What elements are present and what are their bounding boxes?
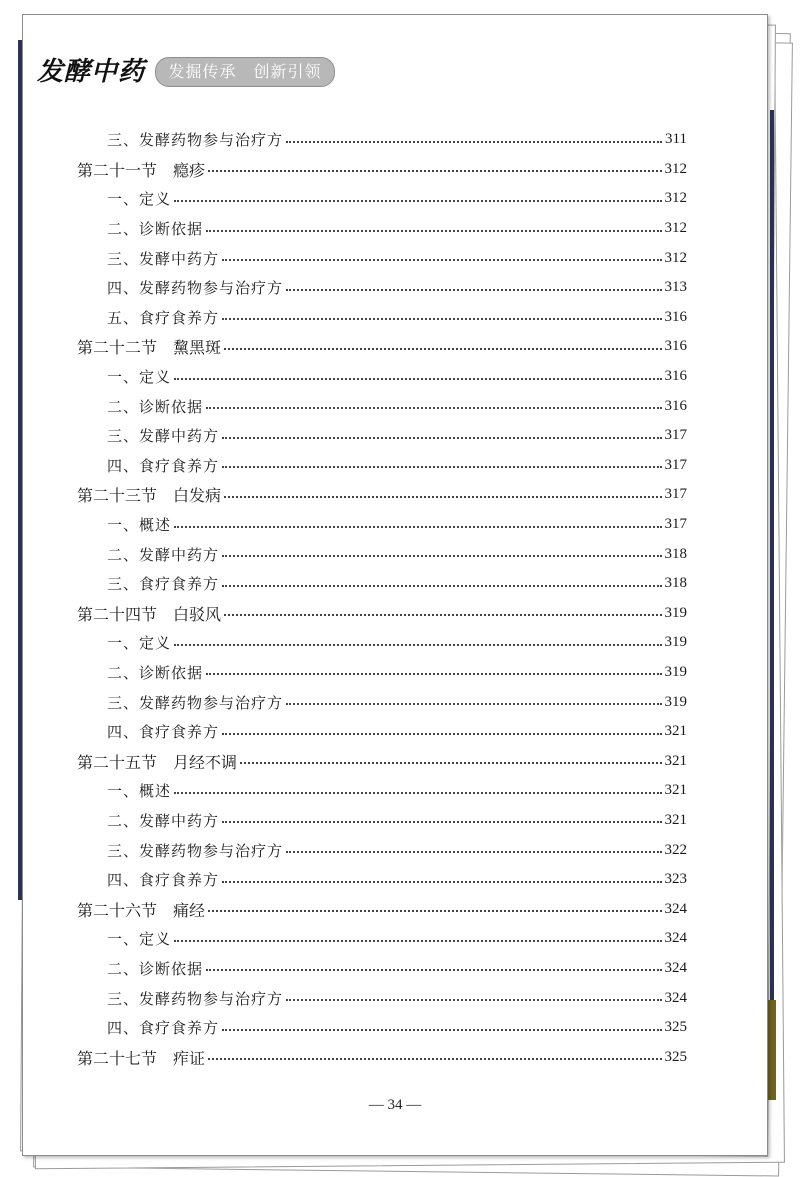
toc-page-number: 311 xyxy=(665,131,687,148)
toc-item-row xyxy=(77,214,687,244)
toc-item-row xyxy=(77,362,687,392)
dot-leader xyxy=(222,466,661,468)
section-title: 白驳风 xyxy=(173,604,222,624)
section-number: 第二十六节 xyxy=(77,900,158,920)
toc-item-title: 三、发酵药物参与治疗方 xyxy=(107,693,284,712)
toc-page-number: 319 xyxy=(664,663,687,680)
toc-page-number: 316 xyxy=(664,368,687,385)
dot-leader xyxy=(222,585,661,587)
toc-section-title xyxy=(77,898,205,921)
toc-item-row xyxy=(77,451,687,481)
toc-section-title xyxy=(77,750,237,773)
section-title: 月经不调 xyxy=(173,752,238,772)
toc-page-number: 323 xyxy=(664,871,687,888)
toc-page-number: 319 xyxy=(664,693,687,710)
book-edge xyxy=(770,110,774,1090)
toc-page-number: 317 xyxy=(664,486,687,503)
toc-item-title: 一、定义 xyxy=(107,930,172,949)
toc-item-row xyxy=(77,806,687,836)
toc-page-number: 316 xyxy=(664,308,687,325)
toc-item-title: 一、定义 xyxy=(107,190,172,209)
toc-page-number: 316 xyxy=(664,397,687,414)
toc-item-row xyxy=(77,510,687,540)
toc-item-title: 二、诊断依据 xyxy=(107,663,204,682)
toc-item-row xyxy=(77,628,687,658)
toc-item-title: 二、发酵中药方 xyxy=(107,545,220,564)
toc-item-title: 三、发酵药物参与治疗方 xyxy=(107,131,284,150)
toc-page-number: 321 xyxy=(664,782,687,799)
toc-item-title: 三、食疗食养方 xyxy=(107,575,220,594)
toc-section-title xyxy=(77,335,221,358)
dot-leader xyxy=(286,851,661,853)
toc-page-number: 312 xyxy=(664,190,687,207)
toc-item-title: 一、定义 xyxy=(107,634,172,653)
toc-item-title: 二、诊断依据 xyxy=(107,220,204,239)
toc-item-title: 二、诊断依据 xyxy=(107,959,204,978)
toc-item-row xyxy=(77,954,687,984)
toc-page-number: 324 xyxy=(664,900,687,917)
table-of-contents xyxy=(77,125,687,1072)
section-title: 痄证 xyxy=(173,1048,206,1068)
toc-item-title: 三、发酵中药方 xyxy=(107,249,220,268)
toc-section-title xyxy=(77,158,205,181)
dot-leader xyxy=(224,496,661,498)
toc-item-title: 四、食疗食养方 xyxy=(107,871,220,890)
dot-leader xyxy=(222,821,661,823)
toc-page-number: 324 xyxy=(664,930,687,947)
toc-page-number: 325 xyxy=(664,1019,687,1036)
toc-page-number: 324 xyxy=(664,989,687,1006)
section-title: 痛经 xyxy=(173,900,206,920)
toc-item-title: 四、食疗食养方 xyxy=(107,723,220,742)
toc-item-title: 二、发酵中药方 xyxy=(107,811,220,830)
toc-item-row xyxy=(77,865,687,895)
toc-item-title: 五、食疗食养方 xyxy=(107,308,220,327)
toc-section-row xyxy=(77,155,687,185)
dot-leader xyxy=(206,969,661,971)
toc-item-row xyxy=(77,539,687,569)
toc-page-number: 324 xyxy=(664,959,687,976)
dot-leader xyxy=(208,910,661,912)
toc-section-row xyxy=(77,746,687,776)
toc-section-row xyxy=(77,1042,687,1072)
toc-page-number: 317 xyxy=(664,516,687,533)
toc-page-number: 316 xyxy=(664,338,687,355)
toc-item-title: 四、发酵药物参与治疗方 xyxy=(107,279,284,298)
section-number: 第二十一节 xyxy=(77,160,158,180)
dot-leader xyxy=(222,437,661,439)
dot-leader xyxy=(174,526,661,528)
dot-leader xyxy=(174,940,661,942)
toc-item-title: 四、食疗食养方 xyxy=(107,456,220,475)
toc-section-row xyxy=(77,894,687,924)
section-number: 第二十七节 xyxy=(77,1048,158,1068)
toc-item-row xyxy=(77,717,687,747)
toc-item-title: 一、定义 xyxy=(107,368,172,387)
section-number: 第二十五节 xyxy=(77,752,158,772)
toc-item-row xyxy=(77,687,687,717)
dot-leader xyxy=(222,259,661,261)
dot-leader xyxy=(222,318,661,320)
toc-page-number: 313 xyxy=(664,279,687,296)
toc-section-row xyxy=(77,332,687,362)
dot-leader xyxy=(222,1029,661,1031)
section-title: 黧黑斑 xyxy=(173,338,222,358)
toc-page-number: 321 xyxy=(664,723,687,740)
toc-section-title xyxy=(77,602,221,625)
toc-page-number: 321 xyxy=(664,752,687,769)
dot-leader xyxy=(286,141,662,143)
toc-item-title: 一、概述 xyxy=(107,782,172,801)
dot-leader xyxy=(224,348,661,350)
dot-leader xyxy=(224,614,661,616)
dot-leader xyxy=(286,703,661,705)
toc-page-number: 318 xyxy=(664,575,687,592)
dot-leader xyxy=(206,230,661,232)
dot-leader xyxy=(208,1058,661,1060)
toc-page-number: 317 xyxy=(664,456,687,473)
dot-leader xyxy=(222,733,661,735)
toc-item-row xyxy=(77,658,687,688)
toc-item-row xyxy=(77,1013,687,1043)
book-logo: 发酵中药 xyxy=(37,57,146,87)
toc-page-number: 312 xyxy=(664,160,687,177)
toc-item-title: 一、概述 xyxy=(107,516,172,535)
toc-section-row xyxy=(77,599,687,629)
toc-item-title: 三、发酵中药方 xyxy=(107,427,220,446)
toc-item-row xyxy=(77,303,687,333)
section-title: 瘾疹 xyxy=(173,160,206,180)
page-number: — 34 — xyxy=(368,1097,422,1113)
toc-section-title xyxy=(77,1046,205,1069)
toc-item-title: 四、食疗食养方 xyxy=(107,1019,220,1038)
toc-item-title: 三、发酵药物参与治疗方 xyxy=(107,989,284,1008)
dot-leader xyxy=(286,999,661,1001)
dot-leader xyxy=(222,881,661,883)
toc-item-row xyxy=(77,125,687,155)
section-number: 第二十三节 xyxy=(77,486,158,506)
dot-leader xyxy=(174,644,661,646)
toc-item-row xyxy=(77,924,687,954)
toc-item-row xyxy=(77,569,687,599)
toc-page-number: 319 xyxy=(664,604,687,621)
toc-item-row xyxy=(77,776,687,806)
toc-item-row xyxy=(77,184,687,214)
dot-leader xyxy=(208,170,661,172)
toc-item-row xyxy=(77,273,687,303)
toc-page-number: 321 xyxy=(664,811,687,828)
dot-leader xyxy=(286,289,661,291)
dot-leader xyxy=(206,407,661,409)
toc-page-number: 312 xyxy=(664,249,687,266)
toc-page-number: 318 xyxy=(664,545,687,562)
dot-leader xyxy=(206,673,661,675)
dot-leader xyxy=(174,792,661,794)
toc-item-title: 三、发酵药物参与治疗方 xyxy=(107,841,284,860)
toc-page-number: 322 xyxy=(664,841,687,858)
toc-section-row xyxy=(77,480,687,510)
toc-item-row xyxy=(77,421,687,451)
document-page xyxy=(22,14,768,1156)
toc-item-row xyxy=(77,983,687,1013)
toc-section-title xyxy=(77,483,221,506)
toc-page-number: 312 xyxy=(664,220,687,237)
section-title: 白发病 xyxy=(173,486,222,506)
toc-page-number: 317 xyxy=(664,427,687,444)
dot-leader xyxy=(222,555,661,557)
section-number: 第二十四节 xyxy=(77,604,158,624)
toc-page-number: 319 xyxy=(664,634,687,651)
toc-item-row xyxy=(77,835,687,865)
toc-item-row xyxy=(77,243,687,273)
toc-item-title: 二、诊断依据 xyxy=(107,397,204,416)
slogan-banner: 发掘传承 创新引领 xyxy=(155,57,335,87)
toc-page-number: 325 xyxy=(664,1048,687,1065)
dot-leader xyxy=(240,762,661,764)
dot-leader xyxy=(174,200,661,202)
toc-item-row xyxy=(77,391,687,421)
dot-leader xyxy=(174,378,661,380)
page-header xyxy=(37,51,337,91)
section-number: 第二十二节 xyxy=(77,338,158,358)
